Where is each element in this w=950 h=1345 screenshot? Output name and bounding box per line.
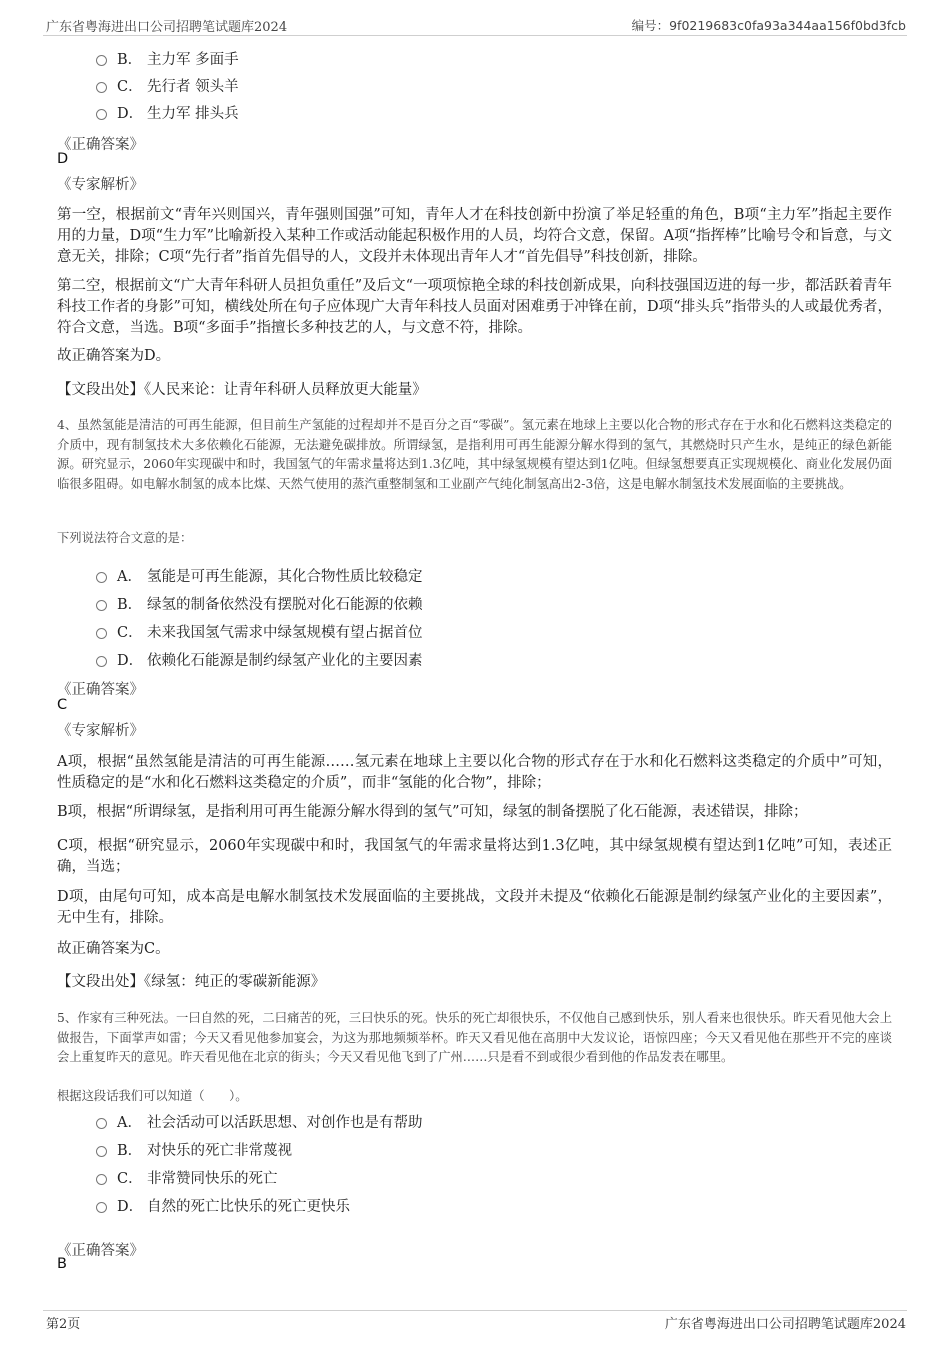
q4-answer: C [57,697,68,713]
footer-page-number: 第2页 [46,1317,81,1332]
option-text: 主力军 多面手 [147,52,239,68]
option-text: 依赖化石能源是制约绿氢产业化的主要因素 [147,653,423,669]
option-text: 生力军 排头兵 [147,106,239,122]
document-code-value: 9f0219683c0fa93a344aa156f0bd3fcb [669,18,906,33]
q4-prompt: 下列说法符合文意的是： [57,531,193,545]
radio-icon[interactable] [96,628,107,639]
q3-analysis-label: 《专家解析》 [57,177,144,193]
q4-answer-label: 《正确答案》 [57,682,144,698]
q5-option-b[interactable] [96,1139,292,1160]
q5-option-c[interactable] [96,1167,278,1188]
q4-option-d[interactable] [96,649,423,670]
q4-conclusion: 故正确答案为C。 [57,941,170,957]
document-code-label: 编号： [631,18,670,33]
q5-passage: 5、作家有三种死法。一曰自然的死，二曰痛苦的死，三曰快乐的死。快乐的死亡却很快乐，不仅他自己感到快乐，别人看来也很快乐。昨天看见他大会上做报告，下面掌声如雷；今天又看见他参加宴会，为这为那地频频举杯。昨天又看见他在高朋中大发议论，语惊四座；今天又看见他在那些开不完的座谈会上重复昨天的意见。昨天看见他在北京的街头；今天又看见他飞到了广州……只是看不到或很少看到他的作品发表在哪里。 [57,1011,892,1064]
q4-analysis-label: 《专家解析》 [57,723,144,739]
q3-option-c[interactable] [96,75,239,96]
q4-analysis-paragraph: B项，根据“所谓绿氢，是指利用可再生能源分解水得到的氢气”可知，绿氢的制备摆脱了化石能源，表述错误，排除； [57,804,808,820]
header-title: 广东省粤海进出口公司招聘笔试题库2024 [46,20,288,35]
q3-analysis-paragraph: 第一空，根据前文“青年兴则国兴，青年强则国强”可知，青年人才在科技创新中扮演了举足轻重的角色，B项“主力军”指起主要作用的力量，D项“生力军”比喻新投入某种工作或活动能起积极作用的人员，均符合文意，保留。A项“指挥棒”比喻号令和旨意，与文意无关，排除；C项“先行者”指首先倡导的人，文段并未体现出青年人才“首先倡导”科技创新，排除。 [57,207,892,265]
option-letter: B． [117,597,143,613]
q3-option-b[interactable] [96,48,239,69]
q4-analysis-paragraph: D项，由尾句可知，成本高是电解水制氢技术发展面临的主要挑战，文段并未提及“依赖化石能源是制约绿氢产业化的主要因素”，无中生有，排除。 [57,889,892,926]
q3-answer-label: 《正确答案》 [57,137,144,153]
radio-icon[interactable] [96,1174,107,1185]
footer-title: 广东省粤海进出口公司招聘笔试题库2024 [664,1317,906,1332]
option-letter: B． [117,1143,143,1159]
radio-icon[interactable] [96,82,107,93]
option-text: 社会活动可以活跃思想、对创作也是有帮助 [147,1115,423,1131]
q4-option-a[interactable] [96,565,423,586]
q5-answer: B [57,1256,67,1272]
q5-option-a[interactable] [96,1111,423,1132]
option-text: 未来我国氢气需求中绿氢规模有望占据首位 [147,625,423,641]
option-letter: A． [117,1115,142,1131]
q4-option-c[interactable] [96,621,423,642]
option-text: 氢能是可再生能源，其化合物性质比较稳定 [147,569,423,585]
radio-icon[interactable] [96,600,107,611]
q3-analysis-paragraph: 第二空，根据前文“广大青年科研人员担负重任”及后文“一项项惊艳全球的科技创新成果，向科技强国迈进的每一步，都活跃着青年科技工作者的身影”可知，横线处所在句子应体现广大青年科技人员面对困难勇于冲锋在前，D项“排头兵”指带头的人或最优秀者，符合文意，当选。B项“多面手”指擅长多种技艺的人，与文意不符，排除。 [57,278,892,336]
q3-conclusion: 故正确答案为D。 [57,348,171,364]
option-text: 自然的死亡比快乐的死亡更快乐 [147,1199,350,1215]
header-divider [43,35,907,36]
q3-option-d[interactable] [96,102,239,123]
radio-icon[interactable] [96,1118,107,1129]
option-letter: C． [117,79,143,95]
radio-icon[interactable] [96,109,107,120]
document-code [632,16,906,34]
q5-prompt: 根据这段话我们可以知道（ ）。 [57,1089,248,1103]
option-letter: D． [117,106,144,122]
q4-passage: 4、虽然氢能是清洁的可再生能源，但目前生产氢能的过程却并不是百分之百“零碳”。氢元素在地球上主要以化合物的形式存在于水和化石燃料这类稳定的介质中，现有制氢技术大多依赖化石能源，无法避免碳排放。所谓绿氢，是指利用可再生能源分解水得到的氢气，其燃烧时只产生水，是纯正的绿色新能源。研究显示，2060年实现碳中和时，我国氢气的年需求量将达到1.3亿吨，其中绿氢规模有望达到1亿吨。但绿氢想要真正实现规模化、商业化发展仍面临很多阻碍。如电解水制氢的成本比煤、天然气使用的蒸汽重整制氢和工业副产气纯化制氢高出2-3倍，这是电解水制氢技术发展面临的主要挑战。 [57,418,892,491]
option-text: 先行者 领头羊 [147,79,239,95]
option-letter: D． [117,1199,144,1215]
option-letter: A． [117,569,142,585]
option-letter: C． [117,1171,143,1187]
q5-option-d[interactable] [96,1195,350,1216]
q4-source: 【文段出处】《绿氢：纯正的零碳新能源》 [57,974,326,990]
q5-answer-label: 《正确答案》 [57,1243,144,1259]
q4-option-b[interactable] [96,593,423,614]
radio-icon[interactable] [96,1146,107,1157]
option-text: 非常赞同快乐的死亡 [147,1171,278,1187]
q4-analysis-paragraph: C项，根据“研究显示，2060年实现碳中和时，我国氢气的年需求量将达到1.3亿吨，其中绿氢规模有望达到1亿吨”可知，表述正确，当选； [57,838,892,875]
q3-source: 【文段出处】《人民来论：让青年科研人员释放更大能量》 [57,382,427,398]
option-letter: D． [117,653,144,669]
q3-answer: D [57,151,69,167]
radio-icon[interactable] [96,55,107,66]
radio-icon[interactable] [96,656,107,667]
option-text: 对快乐的死亡非常蔑视 [147,1143,292,1159]
option-text: 绿氢的制备依然没有摆脱对化石能源的依赖 [147,597,423,613]
q4-analysis-paragraph: A项，根据“虽然氢能是清洁的可再生能源……氢元素在地球上主要以化合物的形式存在于水和化石燃料这类稳定的介质中”可知，性质稳定的是“水和化石燃料这类稳定的介质”，而非“氢能的化合物”，排除； [57,754,892,791]
footer-divider [43,1310,907,1311]
radio-icon[interactable] [96,1202,107,1213]
radio-icon[interactable] [96,572,107,583]
option-letter: B． [117,52,143,68]
option-letter: C． [117,625,143,641]
